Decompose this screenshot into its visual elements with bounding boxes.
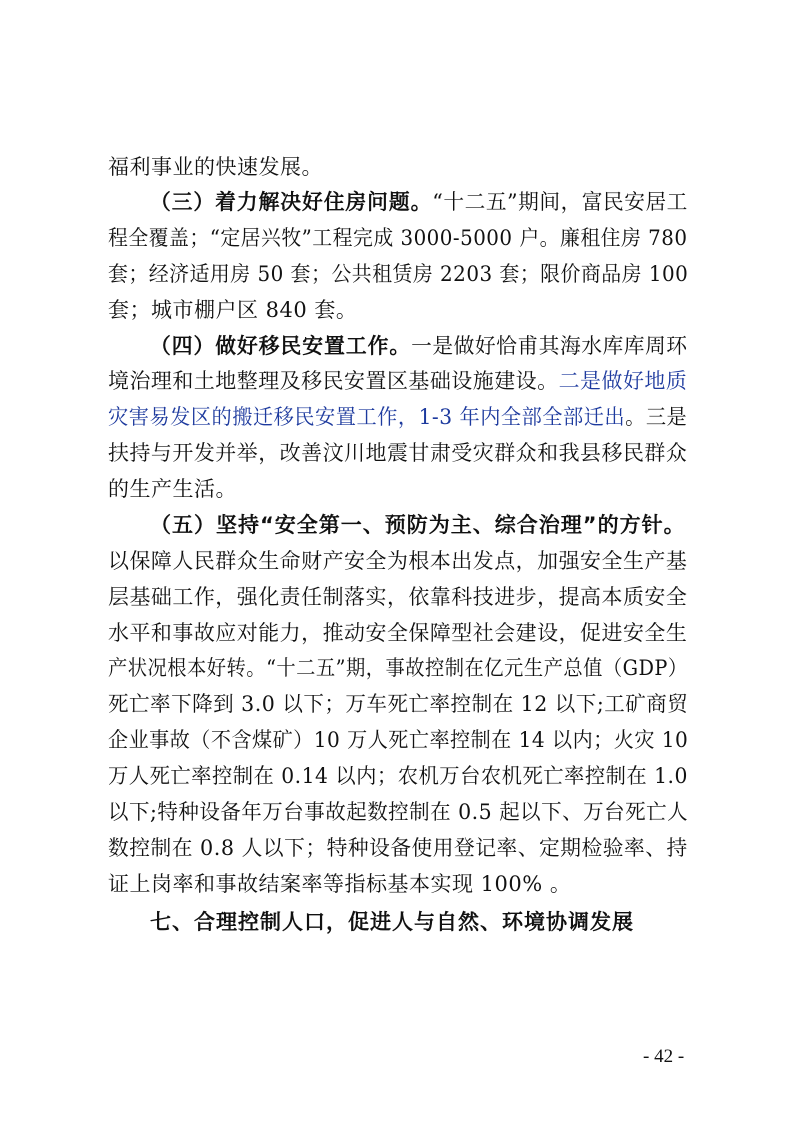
line-text: 层基础工作，强化责任制落实，依靠科技进步，提高本质安全: [108, 585, 688, 609]
text-line: [108, 369, 687, 393]
section-heading-safety: （五）坚持“安全第一、预防为主、综合治理”的方针。: [150, 513, 686, 537]
text-line: [108, 800, 688, 824]
text-line: [108, 656, 688, 680]
line-text: 企业事故（不含煤矿）10 万人死亡率控制在 14 以内；火灾 10: [108, 728, 689, 752]
line-text: 水平和事故应对能力，推动安全保障型社会建设，促进安全生: [108, 621, 688, 645]
line-text: 。三是: [625, 405, 688, 429]
line-text: 证上岗率和事故结案率等指标基本实现 100% 。: [108, 872, 572, 896]
page-number: - 42 -: [643, 1046, 685, 1067]
text-line: [108, 262, 688, 286]
text-line: [108, 836, 688, 860]
text-line: [108, 692, 688, 716]
highlighted-text: 二是做好地质: [558, 369, 688, 393]
line-text: 福利事业的快速发展。: [108, 155, 323, 179]
text-line: [108, 405, 687, 429]
section-heading-line: [150, 513, 686, 537]
text-line: [108, 155, 323, 179]
text-line: [108, 764, 688, 788]
section-heading-line: [150, 334, 688, 358]
line-text: 扶持与开发并举，改善汶川地震甘肃受灾群众和我县移民群众: [108, 441, 688, 465]
line-text: 产状况根本好转。“十二五”期，事故控制在亿元生产总值（GDP）: [108, 656, 688, 680]
line-text: 万人死亡率控制在 0.14 以内；农机万台农机死亡率控制在 1.0: [108, 764, 688, 788]
line-text: “十二五”期间，富民安居工: [432, 190, 688, 214]
text-line: [108, 549, 687, 573]
highlighted-text: 灾害易发区的搬迁移民安置工作，1-3 年内全部全部迁出: [108, 405, 626, 429]
text-line: [108, 621, 687, 645]
line-text: 的生产生活。: [108, 477, 237, 501]
line-text: 死亡率下降到 3.0 以下；万车死亡率控制在 12 以下;工矿商贸: [108, 692, 689, 716]
text-line: [108, 441, 687, 465]
line-text: 套；经济适用房 50 套；公共租赁房 2203 套；限价商品房 100: [108, 262, 689, 286]
line-text: 境治理和土地整理及移民安置区基础设施建设。: [108, 369, 559, 393]
text-line: [108, 477, 237, 501]
line-text: 以下;特种设备年万台事故起数控制在 0.5 起以下、万台死亡人: [108, 800, 689, 824]
line-text: 数控制在 0.8 人以下；特种设备使用登记率、定期检验率、持: [108, 836, 688, 860]
section-heading-resettlement: （四）做好移民安置工作。: [150, 334, 412, 358]
text-line: [108, 298, 357, 322]
section-heading-housing: （三）着力解决好住房问题。: [150, 190, 433, 214]
section-heading-line: [150, 190, 688, 214]
text-line: [108, 728, 688, 752]
line-text: 套；城市棚户区 840 套。: [108, 298, 358, 322]
line-text: 程全覆盖；“定居兴牧”工程完成 3000-5000 户。廉租住房 780: [108, 226, 688, 250]
text-line: [108, 872, 571, 896]
line-text: 以保障人民群众生命财产安全为根本出发点，加强安全生产基: [108, 549, 688, 573]
chapter-heading-population: 七、合理控制人口，促进人与自然、环境协调发展: [150, 910, 634, 934]
text-line: [108, 226, 687, 250]
chapter-heading-line: [150, 910, 634, 934]
text-line: [108, 585, 687, 609]
line-text: 一是做好恰甫其海水库库周环: [411, 334, 688, 358]
